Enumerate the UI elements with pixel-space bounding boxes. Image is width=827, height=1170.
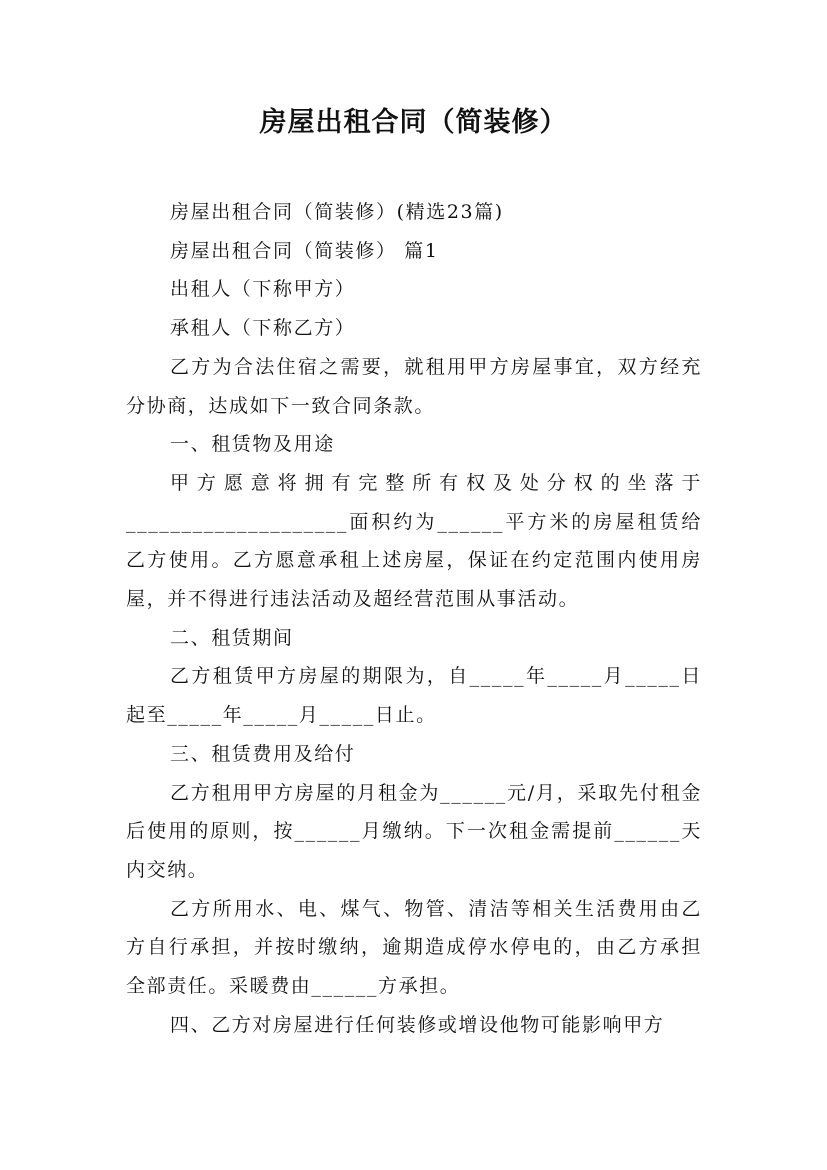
- paragraph-lessee: 承租人（下称乙方）: [170, 317, 356, 340]
- section-heading-2: 二、租赁期间: [170, 626, 294, 649]
- paragraph-utilities: 乙方所用水、电、煤气、物管、清洁等相关生活费用由乙方自行承担，并按时缴纳，逾期造成停水停电的，由乙方承担全部责任。采暖费由______方承担。: [126, 897, 702, 998]
- section-heading-1: 一、租赁物及用途: [170, 433, 335, 456]
- paragraph-lease-period: 乙方租赁甲方房屋的期限为，自_____年_____月_____日起至_____年_____月_____日止。: [126, 665, 702, 727]
- paragraph-lessor: 出租人（下称甲方）: [170, 278, 356, 301]
- document-body: [126, 193, 702, 1044]
- document-title: 房屋出租合同（简装修）: [259, 107, 568, 138]
- paragraph-lease-object: 甲方愿意将拥有完整所有权及处分权的坐落于____________________面积约为______平方米的房屋租赁给乙方使用。乙方愿意承租上述房屋，保证在约定范围内使用房屋，并不得进行违法活动及超经营范围从事活动。: [126, 471, 702, 611]
- paragraph-heading-part1: 房屋出租合同（简装修） 篇1: [170, 239, 439, 262]
- paragraph-preamble: 乙方为合法住宿之需要，就租用甲方房屋事宜，双方经充分协商，达成如下一致合同条款。: [126, 355, 702, 417]
- paragraph-subtitle: 房屋出租合同（简装修）(精选23篇): [170, 201, 504, 223]
- paragraph-section-4: 四、乙方对房屋进行任何装修或增设他物可能影响甲方: [170, 1013, 665, 1036]
- section-heading-3: 三、租赁费用及给付: [170, 742, 356, 765]
- paragraph-rent: 乙方租用甲方房屋的月租金为______元/月，采取先付租金后使用的原则，按______月缴纳。下一次租金需提前______天内交纳。: [126, 781, 702, 881]
